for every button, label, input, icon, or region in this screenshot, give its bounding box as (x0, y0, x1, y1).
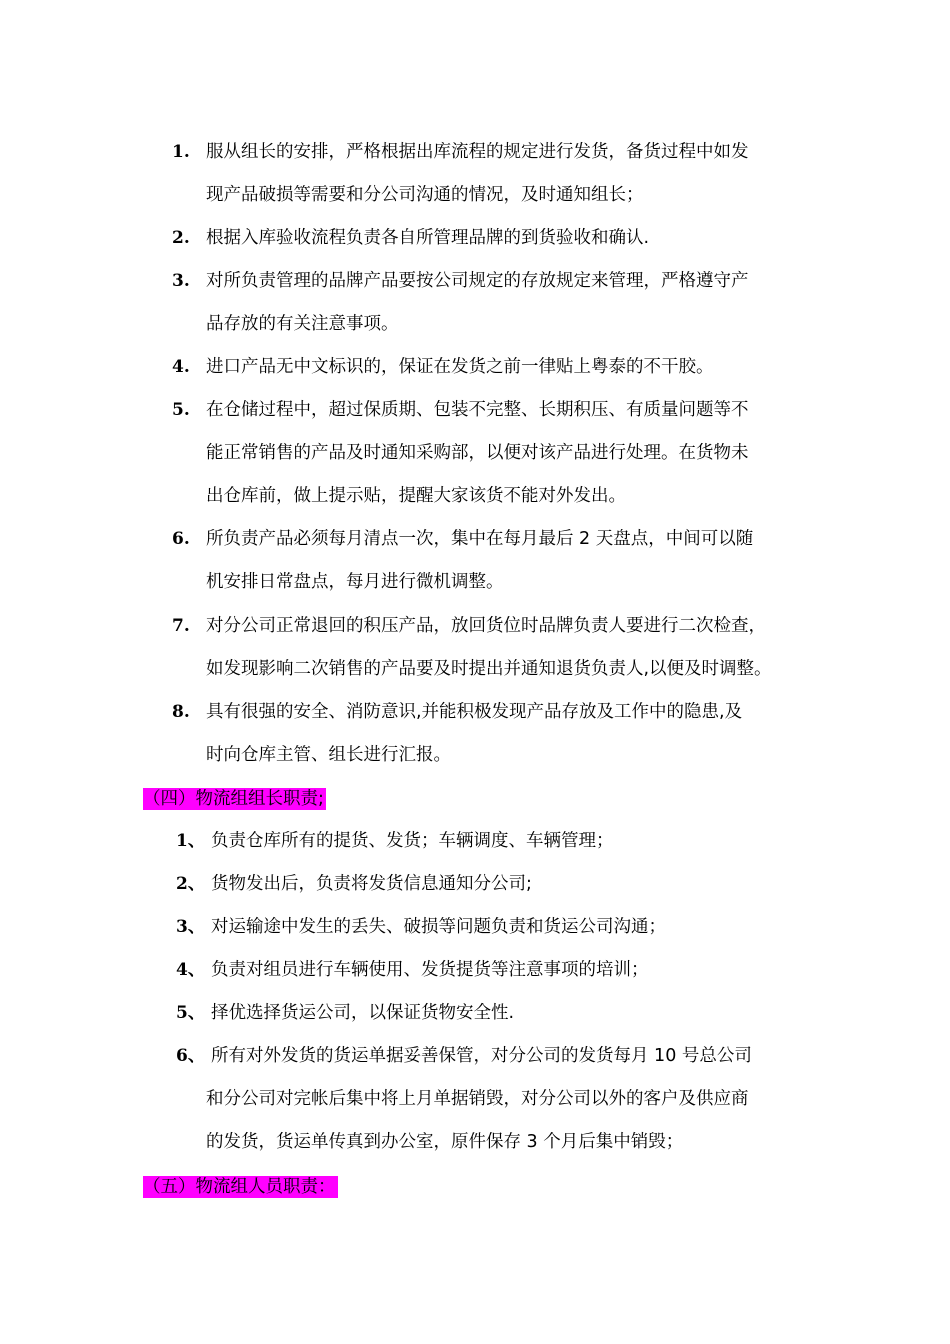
list-item-text: 服从组长的安排，严格根据出库流程的规定进行发货，备货过程中如发 (206, 142, 749, 162)
list-item-text: 所有对外发货的货运单据妥善保管，对分公司的发货每月 10 号总公司 (211, 1046, 752, 1066)
list-item-text: 对所负责管理的品牌产品要按公司规定的存放规定来管理，严格遵守产 (206, 271, 749, 291)
list-item-text: 负责仓库所有的提货、发货；车辆调度、车辆管理； (211, 831, 614, 851)
list-item-text: 时向仓库主管、组长进行汇报。 (206, 745, 451, 765)
list-item-text: 现产品破损等需要和分公司沟通的情况，及时通知组长； (206, 185, 644, 205)
section-heading-5: （五）物流组人员职责： (143, 1177, 336, 1197)
list-item-number: 4、 (176, 960, 205, 980)
list-item-text: 在仓储过程中，超过保质期、包装不完整、长期积压、有质量问题等不 (206, 400, 749, 420)
list-item-text: 具有很强的安全、消防意识,并能积极发现产品存放及工作中的隐患,及 (206, 702, 743, 722)
list-item-text: 根据入库验收流程负责各自所管理品牌的到货验收和确认. (206, 228, 650, 248)
list-item-number: 2. (172, 228, 190, 248)
list-item-number: 6. (172, 529, 190, 549)
list-item-number: 4. (172, 357, 190, 377)
list-item-text: 机安排日常盘点，每月进行微机调整。 (206, 572, 504, 592)
list-item-number: 1、 (176, 831, 205, 851)
list-item-number: 7. (172, 616, 190, 636)
list-item-text: 能正常销售的产品及时通知采购部，以便对该产品进行处理。在货物未 (206, 443, 749, 463)
list-item-number: 5、 (176, 1003, 205, 1023)
list-item-text: 货物发出后，负责将发货信息通知分公司; (211, 874, 532, 894)
list-item-text: 和分公司对完帐后集中将上月单据销毁，对分公司以外的客户及供应商 (206, 1089, 749, 1109)
list-item-text: 所负责产品必须每月清点一次，集中在每月最后 2 天盘点，中间可以随 (206, 529, 754, 549)
list-item-text: 如发现影响二次销售的产品要及时提出并通知退货负责人,以便及时调整。 (206, 659, 772, 679)
list-item-text: 择优选择货运公司，以保证货物安全性. (211, 1003, 515, 1023)
list-item-text: 出仓库前，做上提示贴，提醒大家该货不能对外发出。 (206, 486, 626, 506)
list-item-number: 5. (172, 400, 190, 420)
list-item-number: 8. (172, 702, 190, 722)
list-item-number: 3. (172, 271, 190, 291)
list-item-text: 负责对组员进行车辆使用、发货提货等注意事项的培训； (211, 960, 649, 980)
list-item-number: 2、 (176, 874, 205, 894)
list-item-text: 的发货，货运单传真到办公室，原件保存 3 个月后集中销毁； (206, 1132, 684, 1152)
list-item-text: 进口产品无中文标识的，保证在发货之前一律贴上粤泰的不干胶。 (206, 357, 714, 377)
list-item-text: 品存放的有关注意事项。 (206, 314, 399, 334)
list-item-text: 对运输途中发生的丢失、破损等问题负责和货运公司沟通； (211, 917, 666, 937)
section-heading-4: （四）物流组组长职责; (143, 789, 324, 809)
list-item-number: 6、 (176, 1046, 205, 1066)
list-item-number: 1. (172, 142, 190, 162)
list-item-number: 3、 (176, 917, 205, 937)
list-item-text: 对分公司正常退回的积压产品，放回货位时品牌负责人要进行二次检查， (206, 616, 766, 636)
